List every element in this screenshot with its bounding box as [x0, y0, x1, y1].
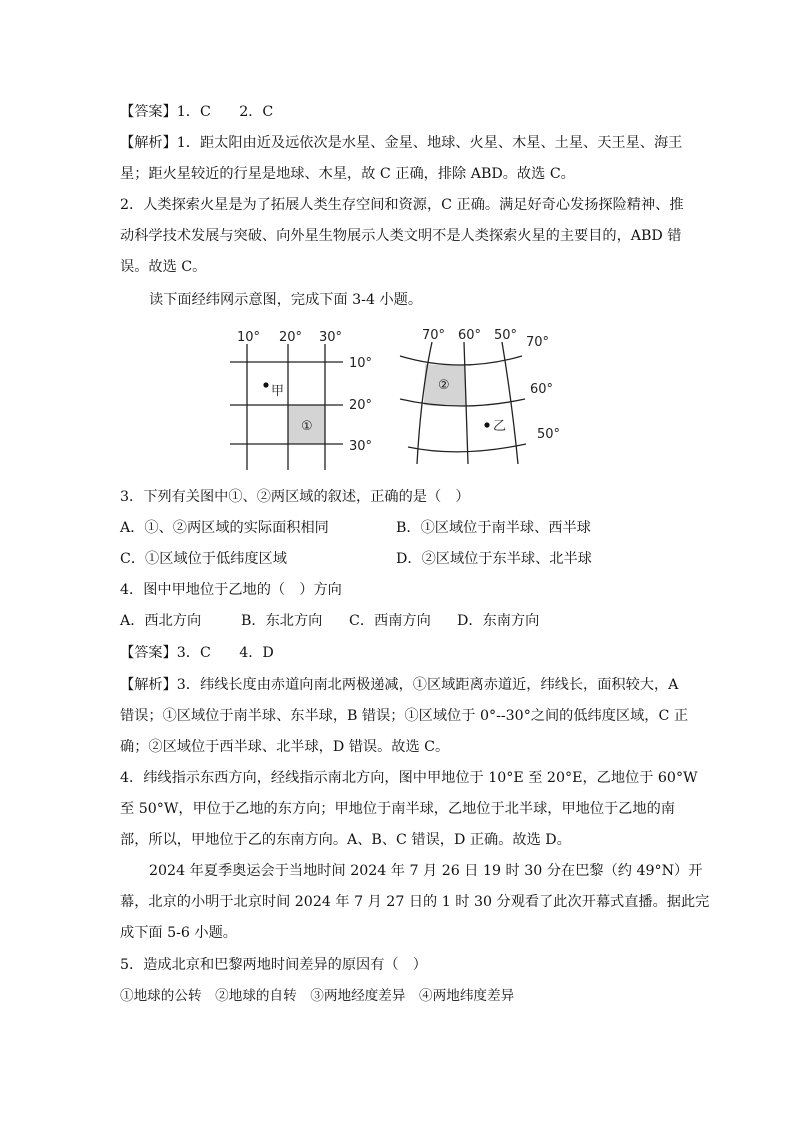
- lon-label: 60°: [458, 328, 482, 343]
- analysis-2-line: 2．人类探索火星是为了拓展人类生存空间和资源，C 正确。满足好奇心发扬探险精神、推: [120, 197, 684, 213]
- intro-5-6-line: 幕，北京的小明于北京时间 2024 年 7 月 27 日的 1 时 30 分观看了此次开幕式直播。据此完: [120, 894, 710, 910]
- q4-option-c[interactable]: C．西南方向: [349, 613, 431, 629]
- q3-option-a[interactable]: A．①、②两区域的实际面积相同: [120, 520, 329, 536]
- lon-label: 70°: [422, 328, 446, 343]
- lat-label: 30°: [349, 439, 373, 454]
- q5-stem: 5．造成北京和巴黎两地时间差异的原因有（ ）: [120, 957, 427, 973]
- q4-stem: 4．图中甲地位于乙地的（ ）方向: [120, 582, 342, 598]
- left-graticule: [230, 344, 343, 470]
- point-jia-label: 甲: [271, 384, 285, 399]
- intro-3-4: 读下面经纬网示意图，完成下面 3-4 小题。: [149, 292, 423, 308]
- analysis-2-line: 误。故选 C。: [120, 259, 207, 275]
- analysis-1-line: 【解析】1．距太阳由近及远依次是水星、金星、地球、火星、木星、土星、天王星、海王: [120, 135, 683, 151]
- lon-label: 10°: [237, 330, 261, 345]
- q4-options-row: [120, 611, 539, 631]
- analysis-4-line: 4．纬线指示东西方向，经线指示南北方向，图中甲地位于 10°E 至 20°E，乙地位于 60°W: [120, 770, 698, 786]
- lat-label: 10°: [349, 356, 373, 371]
- q4-option-b[interactable]: B．东北方向: [241, 613, 323, 629]
- q3-option-b[interactable]: B．①区域位于南半球、西半球: [396, 520, 591, 536]
- point-jia-marker: [263, 382, 268, 387]
- q3-option-d[interactable]: D．②区域位于东半球、北半球: [396, 551, 592, 567]
- q3-options-row: [120, 549, 592, 569]
- analysis-3-line: 确；②区域位于西半球、北半球，D 错误。故选 C。: [120, 739, 450, 755]
- right-graticule: [400, 342, 526, 464]
- analysis-4-line: 部，所以，甲地位于乙的东南方向。A、B、C 错误，D 正确。故选 D。: [120, 832, 571, 848]
- lat-label: 20°: [349, 398, 373, 413]
- graticule-figure: [230, 322, 570, 472]
- q5-choices: ①地球的公转 ②地球的自转 ③两地经度差异 ④两地纬度差异: [120, 988, 515, 1004]
- lon-label: 50°: [494, 328, 518, 343]
- q4-option-d[interactable]: D．东南方向: [457, 613, 540, 629]
- q3-option-c[interactable]: C．①区域位于低纬度区域: [120, 551, 287, 567]
- answer-1-2: 【答案】1．C 2．C: [120, 104, 274, 120]
- analysis-3-line: 【解析】3．纬线长度由赤道向南北两极递减，①区域距离赤道近，纬线长，面积较大，A: [120, 677, 679, 693]
- region-2-label: ②: [438, 378, 450, 393]
- intro-5-6-line: 2024 年夏季奥运会于当地时间 2024 年 7 月 26 日 19 时 30 分在巴黎（约 49°N）开: [149, 863, 703, 879]
- q4-option-a[interactable]: A．西北方向: [120, 613, 202, 629]
- point-yi-label: 乙: [493, 419, 507, 434]
- region-1-label: ①: [301, 419, 313, 434]
- analysis-4-line: 至 50°W，甲位于乙地的东方向；甲地位于南半球，乙地位于北半球，甲地位于乙地的南: [120, 801, 675, 817]
- q3-options-row: [120, 518, 591, 538]
- answer-3-4: 【答案】3．C 4．D: [120, 645, 274, 661]
- analysis-2-line: 动科学技术发展与突破、向外星生物展示人类文明不是人类探索火星的主要目的，ABD 错: [120, 228, 682, 244]
- q3-stem: 3．下列有关图中①、②两区域的叙述，正确的是（ ）: [120, 489, 470, 505]
- lon-label: 20°: [279, 330, 303, 345]
- analysis-3-line: 错误；①区域位于南半球、东半球，B 错误；①区域位于 0°--30°之间的低纬度区域，C 正: [120, 708, 689, 724]
- point-yi-marker: [484, 422, 489, 427]
- lat-label: 60°: [530, 382, 554, 397]
- intro-5-6-line: 成下面 5-6 小题。: [120, 925, 237, 941]
- analysis-1-line: 星；距火星较近的行星是地球、木星，故 C 正确，排除 ABD。故选 C。: [120, 166, 575, 182]
- lat-label: 70°: [526, 335, 550, 350]
- lon-label: 30°: [319, 330, 343, 345]
- lat-label: 50°: [537, 427, 561, 442]
